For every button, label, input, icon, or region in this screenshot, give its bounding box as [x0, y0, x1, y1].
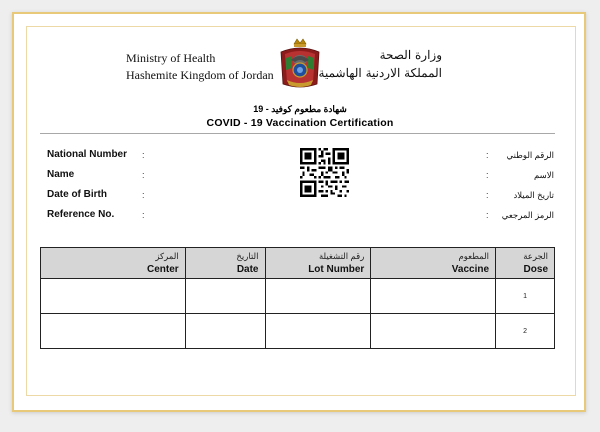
- column-header-dose-en: Dose: [523, 264, 548, 275]
- field-label-reference-no-ar: الرمز المرجعي: [501, 210, 554, 220]
- field-label-national-number-ar: الرقم الوطني: [506, 150, 554, 160]
- cell-center: [41, 314, 186, 349]
- field-label-name: Name: [47, 169, 75, 180]
- column-header-center: [41, 248, 186, 279]
- vaccination-doses-table: [40, 247, 555, 349]
- column-header-vaccine-ar: المطعوم: [458, 251, 490, 261]
- ministry-en-line1: Ministry of Health: [126, 51, 216, 65]
- cell-vaccine: [371, 279, 496, 314]
- field-label-name-ar: الاسم: [534, 170, 554, 180]
- certificate-title-en: COVID - 19 Vaccination Certification: [206, 117, 394, 129]
- title-divider: [40, 133, 555, 134]
- column-header-lot-number-en: Lot Number: [308, 264, 365, 275]
- cell-lot-number: [265, 314, 371, 349]
- cell-date: [185, 279, 265, 314]
- column-header-date-en: Date: [236, 264, 259, 275]
- cell-dose: 2: [496, 314, 555, 349]
- field-label-date-of-birth: Date of Birth: [47, 189, 107, 200]
- cell-vaccine: [371, 314, 496, 349]
- cell-lot-number: [265, 279, 371, 314]
- field-colon: :: [142, 210, 145, 220]
- column-header-dose: [496, 248, 555, 279]
- table-header-row: [41, 248, 555, 279]
- column-header-center-en: Center: [146, 264, 179, 275]
- certificate-title-ar: شهادة مطعوم كوفيد - 19: [253, 104, 347, 114]
- ministry-en-line2: Hashemite Kingdom of Jordan: [126, 68, 274, 82]
- ministry-ar-line1: وزارة الصحة: [379, 48, 442, 62]
- field-colon: :: [142, 170, 145, 180]
- field-label-date-of-birth-ar: تاريخ الميلاد: [513, 190, 554, 200]
- field-colon: :: [142, 190, 145, 200]
- cell-date: [185, 314, 265, 349]
- table-row: [41, 279, 555, 314]
- column-header-center-ar: المركز: [155, 251, 179, 261]
- table-row: [41, 314, 555, 349]
- field-colon: :: [142, 150, 145, 160]
- ministry-name-en: [126, 50, 274, 84]
- jordan-coat-of-arms-emblem: [277, 38, 323, 90]
- field-label-national-number: National Number: [47, 149, 128, 160]
- column-header-date-ar: التاريخ: [236, 251, 259, 261]
- cell-center: [41, 279, 186, 314]
- qr-code: [300, 148, 349, 197]
- column-header-lot-number-ar: رقم التشغيلة: [318, 251, 365, 261]
- cell-dose: 1: [496, 279, 555, 314]
- field-colon-ar: :: [486, 170, 489, 180]
- column-header-lot-number: [265, 248, 371, 279]
- column-header-vaccine-en: Vaccine: [451, 264, 490, 275]
- field-label-reference-no: Reference No.: [47, 209, 115, 220]
- field-colon-ar: :: [486, 190, 489, 200]
- ministry-name-ar: [319, 46, 442, 82]
- column-header-vaccine: [371, 248, 496, 279]
- column-header-dose-ar: الجرعة: [523, 251, 548, 261]
- column-header-date: [185, 248, 265, 279]
- field-colon-ar: :: [486, 210, 489, 220]
- ministry-ar-line2: المملكة الاردنية الهاشمية: [318, 66, 442, 80]
- field-colon-ar: :: [486, 150, 489, 160]
